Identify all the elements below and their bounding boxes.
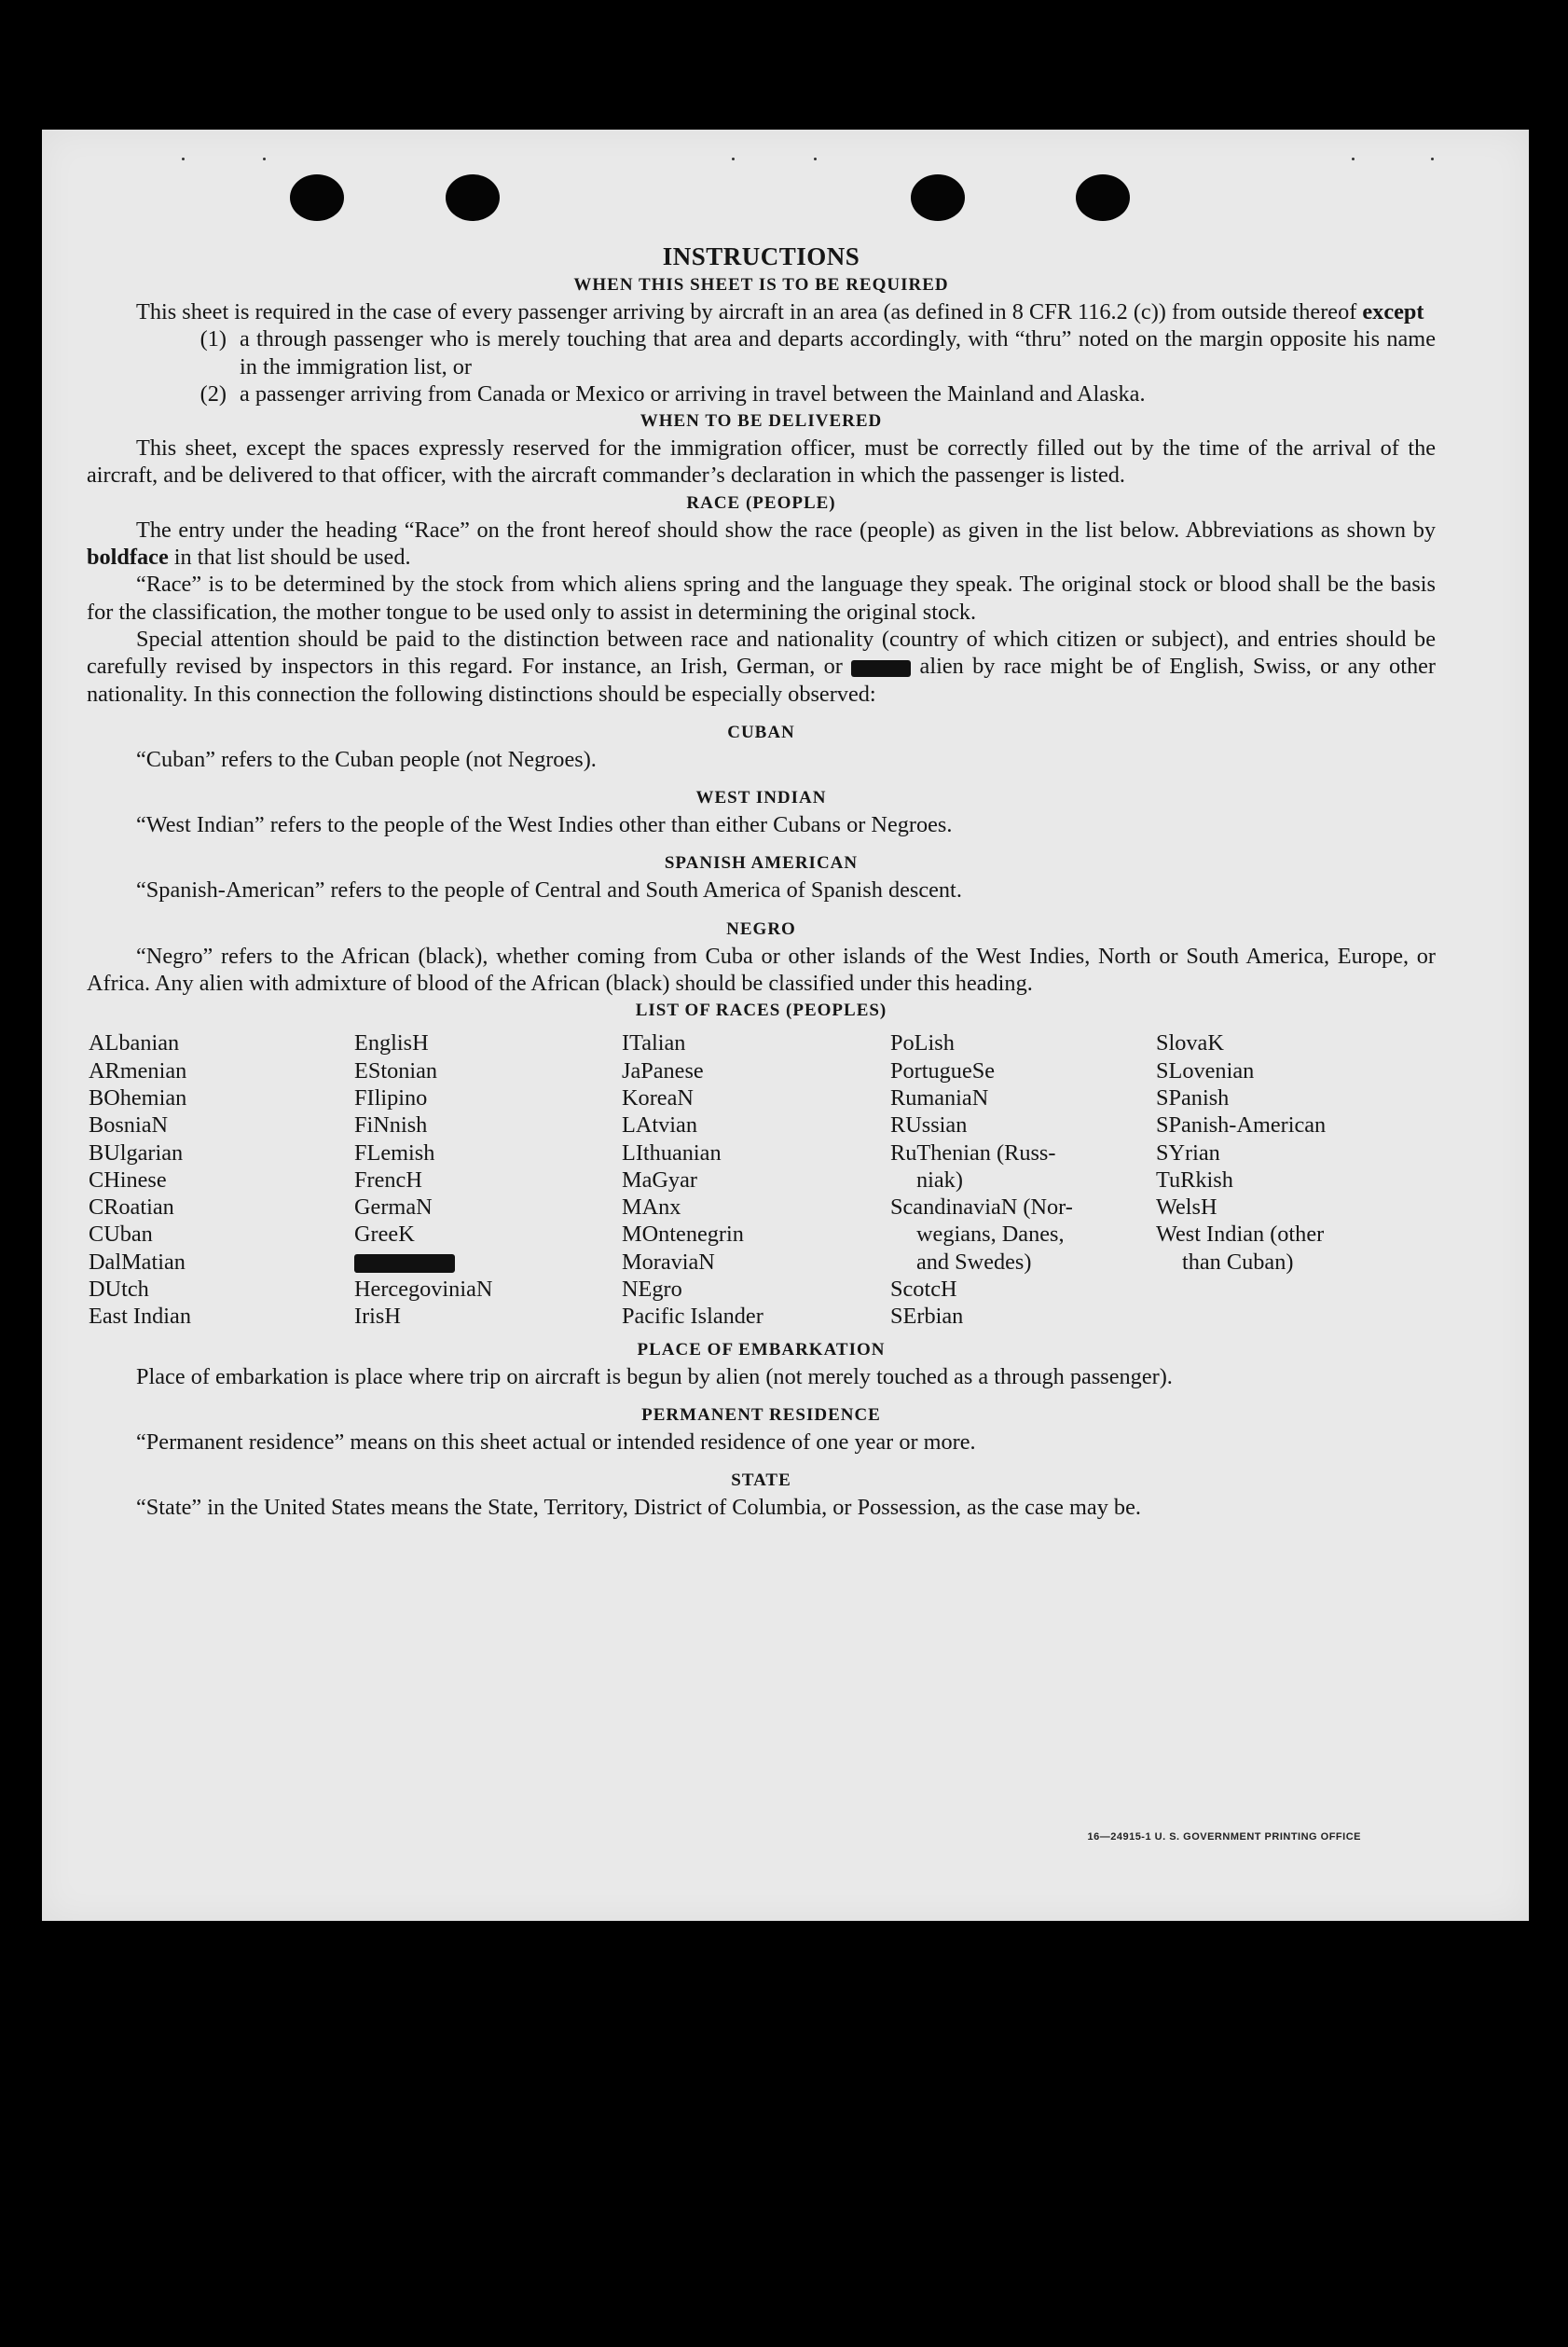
race-entry: BOhemian (89, 1084, 187, 1111)
section-heading-west-indian: WEST INDIAN (695, 788, 827, 808)
race-entry: WelsH (1156, 1194, 1217, 1221)
negro-text: “Negro” refers to the African (black), whether coming from Cuba or other islands of the West Indies, North or South America, Europe, or Africa. Any alien with admixture of blood of the African (black) should be classified under this heading. (87, 943, 1436, 997)
list-item (87, 380, 1436, 407)
permanent-residence-text: “Permanent residence” means on this sheet actual or intended residence of one year or more. (136, 1429, 976, 1455)
race-entry: SPanish-American (1156, 1112, 1327, 1139)
punch-hole (911, 174, 965, 221)
list-item (87, 325, 1436, 380)
redaction-mark (354, 1254, 455, 1273)
west-indian-text: “West Indian” refers to the people of the West Indies other than either Cubans or Negroes. (136, 812, 953, 838)
race-entry: BUlgarian (89, 1139, 184, 1166)
place-of-embarkation-text: Place of embarkation is place where trip on aircraft is begun by alien (not merely touched as a through passenger). (136, 1363, 1173, 1389)
race-entry: BosniaN (89, 1112, 169, 1139)
race-entry: LAtvian (622, 1112, 697, 1139)
race-entry: CHinese (89, 1167, 167, 1193)
race-entry: SLovenian (1156, 1057, 1255, 1084)
race-entry: KoreaN (622, 1084, 694, 1111)
race-entry: SYrian (1156, 1139, 1220, 1166)
when-required-intro: This sheet is required in the case of every passenger arriving by aircraft in an area (as defined in 8 CFR 116.2 (c)) from outside thereof except (136, 299, 1424, 324)
race-entry: ARmenian (89, 1057, 187, 1084)
list-item-text: a passenger arriving from Canada or Mexico or arriving in travel between the Mainland and Alaska. (240, 380, 1146, 407)
cuban-text: “Cuban” refers to the Cuban people (not Negroes). (136, 746, 597, 772)
race-entry: Pacific Islander (622, 1304, 763, 1330)
punch-hole (1076, 174, 1130, 221)
state-text: “State” in the United States means the State, Territory, District of Columbia, or Possession, as the case may be. (136, 1495, 1141, 1521)
race-entry: ScotcH (890, 1277, 957, 1303)
race-entry: IrisH (354, 1304, 401, 1330)
race-entry: RumaniaN (890, 1084, 989, 1111)
race-entry: FiNnish (354, 1112, 428, 1139)
races-list (89, 1029, 1436, 1330)
section-heading-when-required: WHEN THIS SHEET IS TO BE REQUIRED (573, 275, 949, 295)
list-item-number: (2) (199, 380, 227, 407)
section-heading-cuban: CUBAN (727, 722, 795, 742)
race-entry: niak) (916, 1167, 963, 1193)
race-entry: CRoatian (89, 1194, 174, 1221)
race-entry: TuRkish (1156, 1167, 1233, 1193)
section-heading-permanent-residence: PERMANENT RESIDENCE (641, 1404, 881, 1425)
race-paragraph-3b: alien by race might be of English, Swiss, or any other nationality. In this connection the following distinctions should be especially observed: (87, 654, 1436, 707)
race-entry: than Cuban) (1182, 1249, 1294, 1275)
section-heading-spanish-american: SPANISH AMERICAN (664, 853, 859, 874)
race-entry: ITalian (622, 1030, 686, 1056)
race-entry: MOntenegrin (622, 1222, 744, 1248)
race-entry: MoraviaN (622, 1249, 715, 1275)
race-entry: FLemish (354, 1139, 435, 1166)
boldface-keyword: boldface (87, 545, 169, 571)
punch-hole (290, 174, 344, 221)
instructions-body (87, 242, 1436, 1522)
races-column (890, 1029, 1156, 1330)
race-paragraph-1: The entry under the heading “Race” on the front hereof should show the race (people) as given in the list below. Abbreviations as shown by boldface in that list should be used. (87, 517, 1436, 571)
races-column (622, 1029, 890, 1330)
section-heading-race: RACE (PEOPLE) (686, 492, 836, 513)
race-entry: MaGyar (622, 1167, 697, 1193)
race-entry: CUban (89, 1222, 153, 1248)
spanish-american-text: “Spanish-American” refers to the people of Central and South America of Spanish descent. (136, 877, 962, 904)
punch-hole (446, 174, 500, 221)
section-heading-list-of-races: LIST OF RACES (PEOPLES) (635, 1001, 887, 1021)
race-paragraph-3a: Special attention should be paid to the distinction between race and nationality (country of which citizen or subject), and entries should be carefully revised by inspectors in this regard. For instance, an Irish, German, or (87, 626, 1436, 680)
race-entry: wegians, Danes, (916, 1222, 1065, 1248)
races-column (1156, 1029, 1380, 1330)
race-entry: ALbanian (89, 1030, 180, 1056)
section-heading-negro: NEGRO (726, 918, 796, 939)
races-column (354, 1029, 622, 1330)
race-entry: JaPanese (622, 1057, 704, 1084)
race-entry: EStonian (354, 1057, 438, 1084)
race-entry: FrencH (354, 1167, 422, 1193)
race-entry: SlovaK (1156, 1030, 1224, 1056)
race-entry: DalMatian (89, 1249, 186, 1275)
document-sheet (42, 130, 1529, 1921)
list-item-number: (1) (199, 326, 227, 352)
race-entry: and Swedes) (916, 1249, 1032, 1275)
print-code: 16—24915-1 U. S. GOVERNMENT PRINTING OFFICE (1087, 1831, 1361, 1843)
list-item-text: a through passenger who is merely touching that area and departs accordingly, with “thru” noted on the margin opposite his name in the immigration list, or (240, 326, 1436, 380)
race-paragraph-2: “Race” is to be determined by the stock from which aliens spring and the language they speak. The original stock or blood shall be the basis for the classification, the mother tongue to be used only to assist in determining the original stock. (87, 572, 1436, 625)
race-entry: GermaN (354, 1194, 433, 1221)
race-entry: MAnx (622, 1194, 681, 1221)
race-entry: West Indian (other (1156, 1222, 1325, 1248)
except-keyword: except (1362, 299, 1424, 324)
page-title: INSTRUCTIONS (662, 242, 860, 270)
section-heading-state: STATE (731, 1470, 791, 1491)
race-entry: EnglisH (354, 1030, 429, 1056)
section-heading-place-of-embarkation: PLACE OF EMBARKATION (637, 1339, 886, 1360)
race-entry: ScandinaviaN (Nor- (890, 1194, 1073, 1221)
race-entry: SErbian (890, 1304, 964, 1330)
races-column (89, 1029, 354, 1330)
race-entry: GreeK (354, 1222, 415, 1248)
race-entry: LIthuanian (622, 1139, 722, 1166)
race-entry: East Indian (89, 1304, 191, 1330)
race-entry: HercegoviniaN (354, 1277, 493, 1303)
race-entry: PoLish (890, 1030, 955, 1056)
race-paragraph-3 (87, 626, 1436, 708)
race-entry: PortugueSe (890, 1057, 996, 1084)
race-entry: NEgro (622, 1277, 682, 1303)
race-entry: FIlipino (354, 1084, 428, 1111)
redaction-mark (851, 660, 911, 677)
race-entry-redacted (354, 1249, 622, 1276)
race-entry: RuThenian (Russ- (890, 1139, 1056, 1166)
when-delivered-text: This sheet, except the spaces expressly reserved for the immigration officer, must be correctly filled out by the time of the arrival of the aircraft, and be delivered to that officer, with the aircraft commander’s declaration in which the passenger is listed. (87, 435, 1436, 489)
race-entry: SPanish (1156, 1084, 1230, 1111)
race-entry: RUssian (890, 1112, 968, 1139)
section-heading-when-delivered: WHEN TO BE DELIVERED (640, 411, 883, 432)
race-entry: DUtch (89, 1277, 149, 1303)
